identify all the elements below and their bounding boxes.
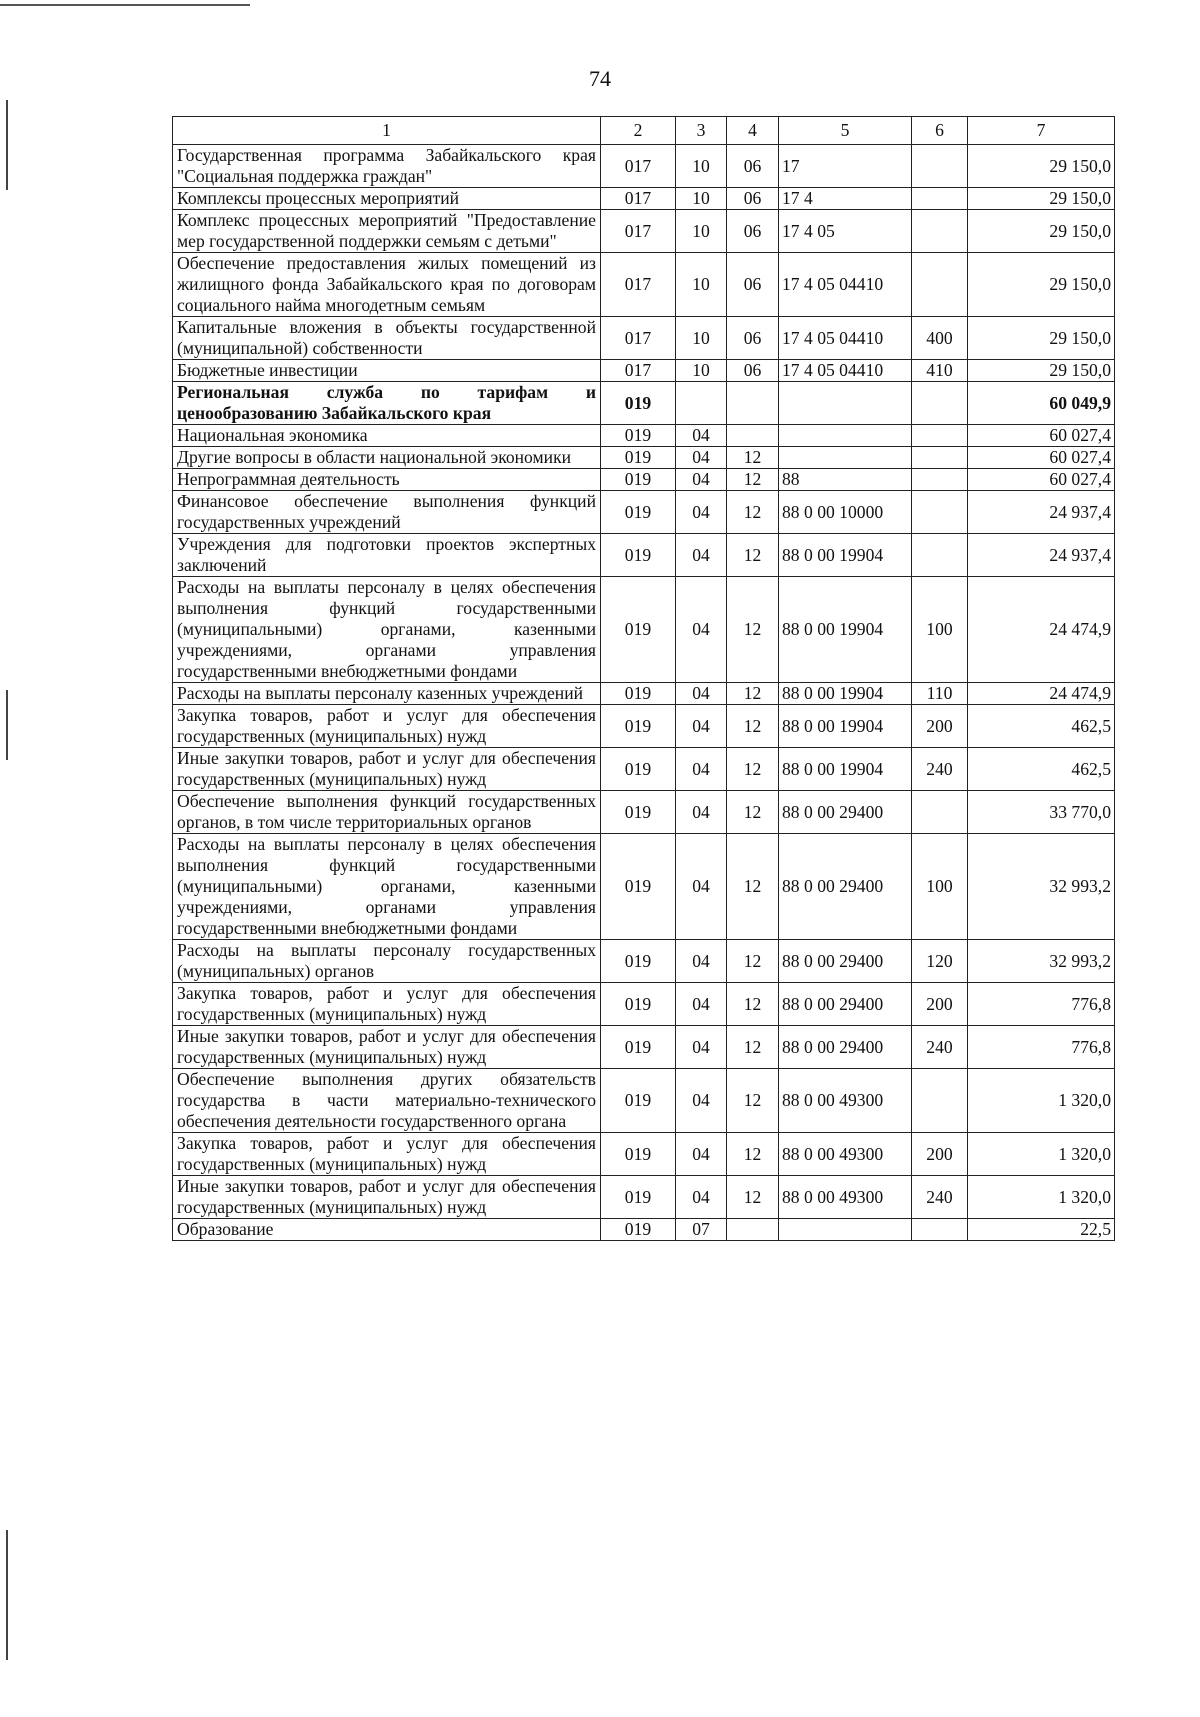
row-ministry-code-cell: 019 bbox=[601, 382, 676, 425]
row-subsection-code-cell: 12 bbox=[727, 491, 779, 534]
row-section-code-cell: 04 bbox=[676, 577, 727, 683]
row-subsection-code-cell: 12 bbox=[727, 447, 779, 469]
row-amount-cell: 776,8 bbox=[968, 1026, 1115, 1069]
table-row bbox=[173, 1026, 1115, 1069]
row-expense-type-cell: 200 bbox=[912, 983, 968, 1026]
table-row bbox=[173, 983, 1115, 1026]
row-expense-type-cell: 100 bbox=[912, 577, 968, 683]
table-row bbox=[173, 1176, 1115, 1219]
table-row bbox=[173, 1069, 1115, 1133]
scan-top-edge-line bbox=[0, 4, 250, 6]
row-ministry-code-cell: 019 bbox=[601, 940, 676, 983]
row-target-article-cell: 88 0 00 19904 bbox=[779, 683, 912, 705]
row-expense-type-cell: 240 bbox=[912, 1026, 968, 1069]
row-ministry-code-cell: 019 bbox=[601, 469, 676, 491]
row-amount-cell: 22,5 bbox=[968, 1219, 1115, 1241]
row-name-cell: Государственная программа Забайкальского края "Социальная поддержка граждан" bbox=[173, 145, 601, 188]
table-row bbox=[173, 425, 1115, 447]
table-row bbox=[173, 940, 1115, 983]
row-subsection-code-cell: 12 bbox=[727, 534, 779, 577]
row-expense-type-cell bbox=[912, 253, 968, 317]
row-ministry-code-cell: 019 bbox=[601, 683, 676, 705]
row-section-code-cell: 04 bbox=[676, 940, 727, 983]
row-name-cell: Закупка товаров, работ и услуг для обеспечения государственных (муниципальных) нужд bbox=[173, 705, 601, 748]
row-amount-cell: 24 474,9 bbox=[968, 577, 1115, 683]
row-section-code-cell: 04 bbox=[676, 705, 727, 748]
row-section-code-cell: 04 bbox=[676, 425, 727, 447]
column-header: 6 bbox=[912, 117, 968, 145]
row-expense-type-cell bbox=[912, 188, 968, 210]
row-expense-type-cell: 100 bbox=[912, 834, 968, 940]
row-amount-cell: 1 320,0 bbox=[968, 1069, 1115, 1133]
row-target-article-cell: 17 4 05 bbox=[779, 210, 912, 253]
row-name-cell: Закупка товаров, работ и услуг для обеспечения государственных (муниципальных) нужд bbox=[173, 1133, 601, 1176]
row-subsection-code-cell: 06 bbox=[727, 210, 779, 253]
row-ministry-code-cell: 017 bbox=[601, 253, 676, 317]
table-row bbox=[173, 360, 1115, 382]
table-row bbox=[173, 1133, 1115, 1176]
row-section-code-cell: 04 bbox=[676, 983, 727, 1026]
row-subsection-code-cell: 12 bbox=[727, 834, 779, 940]
row-expense-type-cell: 110 bbox=[912, 683, 968, 705]
table-row bbox=[173, 834, 1115, 940]
row-ministry-code-cell: 019 bbox=[601, 705, 676, 748]
row-name-cell: Комплекс процессных мероприятий "Предоставление мер государственной поддержки семьям с детьми" bbox=[173, 210, 601, 253]
row-section-code-cell bbox=[676, 382, 727, 425]
row-target-article-cell: 88 0 00 29400 bbox=[779, 834, 912, 940]
row-target-article-cell: 88 0 00 49300 bbox=[779, 1069, 912, 1133]
table-row bbox=[173, 534, 1115, 577]
row-section-code-cell: 07 bbox=[676, 1219, 727, 1241]
row-target-article-cell: 88 0 00 19904 bbox=[779, 748, 912, 791]
row-expense-type-cell bbox=[912, 145, 968, 188]
row-section-code-cell: 10 bbox=[676, 360, 727, 382]
row-section-code-cell: 10 bbox=[676, 188, 727, 210]
row-name-cell: Национальная экономика bbox=[173, 425, 601, 447]
row-amount-cell: 29 150,0 bbox=[968, 253, 1115, 317]
row-target-article-cell: 88 0 00 10000 bbox=[779, 491, 912, 534]
row-subsection-code-cell: 06 bbox=[727, 188, 779, 210]
table-row bbox=[173, 683, 1115, 705]
column-header: 1 bbox=[173, 117, 601, 145]
row-section-code-cell: 04 bbox=[676, 1026, 727, 1069]
row-ministry-code-cell: 019 bbox=[601, 791, 676, 834]
row-name-cell: Капитальные вложения в объекты государственной (муниципальной) собственности bbox=[173, 317, 601, 360]
row-expense-type-cell bbox=[912, 382, 968, 425]
row-subsection-code-cell: 06 bbox=[727, 317, 779, 360]
column-header: 4 bbox=[727, 117, 779, 145]
row-subsection-code-cell: 12 bbox=[727, 1176, 779, 1219]
row-expense-type-cell: 200 bbox=[912, 1133, 968, 1176]
row-amount-cell: 29 150,0 bbox=[968, 188, 1115, 210]
row-target-article-cell: 88 0 00 49300 bbox=[779, 1133, 912, 1176]
row-section-code-cell: 04 bbox=[676, 1133, 727, 1176]
row-amount-cell: 29 150,0 bbox=[968, 145, 1115, 188]
row-name-cell: Финансовое обеспечение выполнения функций государственных учреждений bbox=[173, 491, 601, 534]
row-subsection-code-cell: 12 bbox=[727, 940, 779, 983]
table-row bbox=[173, 748, 1115, 791]
table-row bbox=[173, 188, 1115, 210]
row-target-article-cell bbox=[779, 447, 912, 469]
scan-left-edge-line bbox=[6, 1530, 8, 1660]
row-amount-cell: 33 770,0 bbox=[968, 791, 1115, 834]
row-ministry-code-cell: 019 bbox=[601, 491, 676, 534]
row-ministry-code-cell: 019 bbox=[601, 748, 676, 791]
row-amount-cell: 24 937,4 bbox=[968, 534, 1115, 577]
row-ministry-code-cell: 019 bbox=[601, 983, 676, 1026]
row-subsection-code-cell: 12 bbox=[727, 705, 779, 748]
row-name-cell: Другие вопросы в области национальной экономики bbox=[173, 447, 601, 469]
row-ministry-code-cell: 019 bbox=[601, 577, 676, 683]
budget-table bbox=[172, 116, 1115, 1241]
row-expense-type-cell bbox=[912, 534, 968, 577]
row-subsection-code-cell: 06 bbox=[727, 360, 779, 382]
row-target-article-cell: 17 4 05 04410 bbox=[779, 317, 912, 360]
column-header: 7 bbox=[968, 117, 1115, 145]
row-amount-cell: 60 027,4 bbox=[968, 447, 1115, 469]
row-expense-type-cell: 240 bbox=[912, 748, 968, 791]
row-section-code-cell: 10 bbox=[676, 210, 727, 253]
column-header: 2 bbox=[601, 117, 676, 145]
row-subsection-code-cell: 12 bbox=[727, 983, 779, 1026]
row-section-code-cell: 10 bbox=[676, 317, 727, 360]
column-header: 3 bbox=[676, 117, 727, 145]
table-header-row bbox=[173, 117, 1115, 145]
table-row bbox=[173, 577, 1115, 683]
row-section-code-cell: 10 bbox=[676, 253, 727, 317]
page-number: 74 bbox=[589, 66, 611, 91]
row-ministry-code-cell: 019 bbox=[601, 1133, 676, 1176]
table-row bbox=[173, 447, 1115, 469]
row-name-cell: Расходы на выплаты персоналу в целях обеспечения выполнения функций государственными (муниципальными) органами, казенными учреждениями, органами управления государственными внебюджетными фондами bbox=[173, 834, 601, 940]
row-ministry-code-cell: 017 bbox=[601, 360, 676, 382]
row-amount-cell: 462,5 bbox=[968, 748, 1115, 791]
row-amount-cell: 60 027,4 bbox=[968, 469, 1115, 491]
row-ministry-code-cell: 017 bbox=[601, 188, 676, 210]
row-target-article-cell: 88 0 00 29400 bbox=[779, 983, 912, 1026]
row-subsection-code-cell: 06 bbox=[727, 145, 779, 188]
row-amount-cell: 32 993,2 bbox=[968, 940, 1115, 983]
table-row bbox=[173, 253, 1115, 317]
table-body bbox=[173, 145, 1115, 1241]
row-section-code-cell: 04 bbox=[676, 834, 727, 940]
row-amount-cell: 24 474,9 bbox=[968, 683, 1115, 705]
row-section-code-cell: 04 bbox=[676, 1069, 727, 1133]
table-row bbox=[173, 791, 1115, 834]
row-amount-cell: 29 150,0 bbox=[968, 317, 1115, 360]
row-expense-type-cell bbox=[912, 1219, 968, 1241]
row-section-code-cell: 04 bbox=[676, 534, 727, 577]
row-ministry-code-cell: 017 bbox=[601, 317, 676, 360]
row-section-code-cell: 04 bbox=[676, 1176, 727, 1219]
row-name-cell: Бюджетные инвестиции bbox=[173, 360, 601, 382]
row-name-cell: Образование bbox=[173, 1219, 601, 1241]
row-target-article-cell bbox=[779, 1219, 912, 1241]
row-section-code-cell: 04 bbox=[676, 447, 727, 469]
row-subsection-code-cell: 12 bbox=[727, 1069, 779, 1133]
column-header: 5 bbox=[779, 117, 912, 145]
row-name-cell: Учреждения для подготовки проектов экспертных заключений bbox=[173, 534, 601, 577]
row-name-cell: Комплексы процессных мероприятий bbox=[173, 188, 601, 210]
row-ministry-code-cell: 017 bbox=[601, 210, 676, 253]
row-name-cell: Региональная служба по тарифам и ценообразованию Забайкальского края bbox=[173, 382, 601, 425]
row-expense-type-cell bbox=[912, 491, 968, 534]
row-name-cell: Иные закупки товаров, работ и услуг для обеспечения государственных (муниципальных) нужд bbox=[173, 1026, 601, 1069]
row-subsection-code-cell: 12 bbox=[727, 791, 779, 834]
row-name-cell: Иные закупки товаров, работ и услуг для обеспечения государственных (муниципальных) нужд bbox=[173, 1176, 601, 1219]
row-amount-cell: 32 993,2 bbox=[968, 834, 1115, 940]
row-subsection-code-cell: 12 bbox=[727, 1026, 779, 1069]
row-target-article-cell bbox=[779, 425, 912, 447]
table-row bbox=[173, 491, 1115, 534]
row-subsection-code-cell bbox=[727, 425, 779, 447]
row-ministry-code-cell: 019 bbox=[601, 534, 676, 577]
row-amount-cell: 29 150,0 bbox=[968, 360, 1115, 382]
row-target-article-cell: 88 0 00 29400 bbox=[779, 1026, 912, 1069]
row-amount-cell: 60 027,4 bbox=[968, 425, 1115, 447]
row-section-code-cell: 10 bbox=[676, 145, 727, 188]
row-subsection-code-cell bbox=[727, 382, 779, 425]
row-section-code-cell: 04 bbox=[676, 748, 727, 791]
row-target-article-cell: 17 4 bbox=[779, 188, 912, 210]
row-name-cell: Закупка товаров, работ и услуг для обеспечения государственных (муниципальных) нужд bbox=[173, 983, 601, 1026]
row-subsection-code-cell bbox=[727, 1219, 779, 1241]
row-section-code-cell: 04 bbox=[676, 683, 727, 705]
row-ministry-code-cell: 019 bbox=[601, 1026, 676, 1069]
row-section-code-cell: 04 bbox=[676, 491, 727, 534]
row-expense-type-cell bbox=[912, 425, 968, 447]
row-name-cell: Расходы на выплаты персоналу казенных учреждений bbox=[173, 683, 601, 705]
row-amount-cell: 29 150,0 bbox=[968, 210, 1115, 253]
row-amount-cell: 60 049,9 bbox=[968, 382, 1115, 425]
row-target-article-cell: 17 4 05 04410 bbox=[779, 253, 912, 317]
row-target-article-cell: 17 bbox=[779, 145, 912, 188]
row-target-article-cell: 88 bbox=[779, 469, 912, 491]
row-target-article-cell: 88 0 00 49300 bbox=[779, 1176, 912, 1219]
row-expense-type-cell: 120 bbox=[912, 940, 968, 983]
table-row bbox=[173, 210, 1115, 253]
row-expense-type-cell bbox=[912, 447, 968, 469]
row-amount-cell: 24 937,4 bbox=[968, 491, 1115, 534]
row-expense-type-cell: 400 bbox=[912, 317, 968, 360]
row-name-cell: Обеспечение выполнения других обязательств государства в части материально-технического обеспечения деятельности государственного органа bbox=[173, 1069, 601, 1133]
row-subsection-code-cell: 12 bbox=[727, 1133, 779, 1176]
row-amount-cell: 462,5 bbox=[968, 705, 1115, 748]
row-ministry-code-cell: 019 bbox=[601, 1176, 676, 1219]
row-name-cell: Обеспечение предоставления жилых помещений из жилищного фонда Забайкальского края по договорам социального найма многодетным семьям bbox=[173, 253, 601, 317]
row-target-article-cell: 17 4 05 04410 bbox=[779, 360, 912, 382]
row-expense-type-cell bbox=[912, 1069, 968, 1133]
row-target-article-cell bbox=[779, 382, 912, 425]
row-ministry-code-cell: 019 bbox=[601, 834, 676, 940]
table-row bbox=[173, 1219, 1115, 1241]
table-row bbox=[173, 317, 1115, 360]
row-amount-cell: 1 320,0 bbox=[968, 1133, 1115, 1176]
row-expense-type-cell: 240 bbox=[912, 1176, 968, 1219]
row-section-code-cell: 04 bbox=[676, 469, 727, 491]
row-ministry-code-cell: 019 bbox=[601, 1069, 676, 1133]
table-row bbox=[173, 469, 1115, 491]
row-ministry-code-cell: 019 bbox=[601, 1219, 676, 1241]
row-name-cell: Обеспечение выполнения функций государственных органов, в том числе территориальных органов bbox=[173, 791, 601, 834]
row-ministry-code-cell: 019 bbox=[601, 447, 676, 469]
row-amount-cell: 776,8 bbox=[968, 983, 1115, 1026]
row-target-article-cell: 88 0 00 29400 bbox=[779, 940, 912, 983]
row-expense-type-cell bbox=[912, 210, 968, 253]
row-target-article-cell: 88 0 00 29400 bbox=[779, 791, 912, 834]
row-expense-type-cell: 200 bbox=[912, 705, 968, 748]
row-subsection-code-cell: 12 bbox=[727, 577, 779, 683]
row-subsection-code-cell: 12 bbox=[727, 683, 779, 705]
scan-left-edge-line bbox=[6, 100, 8, 190]
table-row bbox=[173, 145, 1115, 188]
row-expense-type-cell bbox=[912, 791, 968, 834]
row-target-article-cell: 88 0 00 19904 bbox=[779, 705, 912, 748]
row-target-article-cell: 88 0 00 19904 bbox=[779, 534, 912, 577]
row-expense-type-cell bbox=[912, 469, 968, 491]
row-subsection-code-cell: 12 bbox=[727, 469, 779, 491]
row-ministry-code-cell: 019 bbox=[601, 425, 676, 447]
row-name-cell: Иные закупки товаров, работ и услуг для обеспечения государственных (муниципальных) нужд bbox=[173, 748, 601, 791]
row-target-article-cell: 88 0 00 19904 bbox=[779, 577, 912, 683]
row-name-cell: Расходы на выплаты персоналу в целях обеспечения выполнения функций государственными (муниципальными) органами, казенными учреждениями, органами управления государственными внебюджетными фондами bbox=[173, 577, 601, 683]
row-name-cell: Непрограммная деятельность bbox=[173, 469, 601, 491]
row-name-cell: Расходы на выплаты персоналу государственных (муниципальных) органов bbox=[173, 940, 601, 983]
row-ministry-code-cell: 017 bbox=[601, 145, 676, 188]
table-row bbox=[173, 705, 1115, 748]
row-expense-type-cell: 410 bbox=[912, 360, 968, 382]
row-subsection-code-cell: 06 bbox=[727, 253, 779, 317]
table-row bbox=[173, 382, 1115, 425]
row-subsection-code-cell: 12 bbox=[727, 748, 779, 791]
row-section-code-cell: 04 bbox=[676, 791, 727, 834]
row-amount-cell: 1 320,0 bbox=[968, 1176, 1115, 1219]
scan-left-edge-line bbox=[6, 690, 8, 760]
